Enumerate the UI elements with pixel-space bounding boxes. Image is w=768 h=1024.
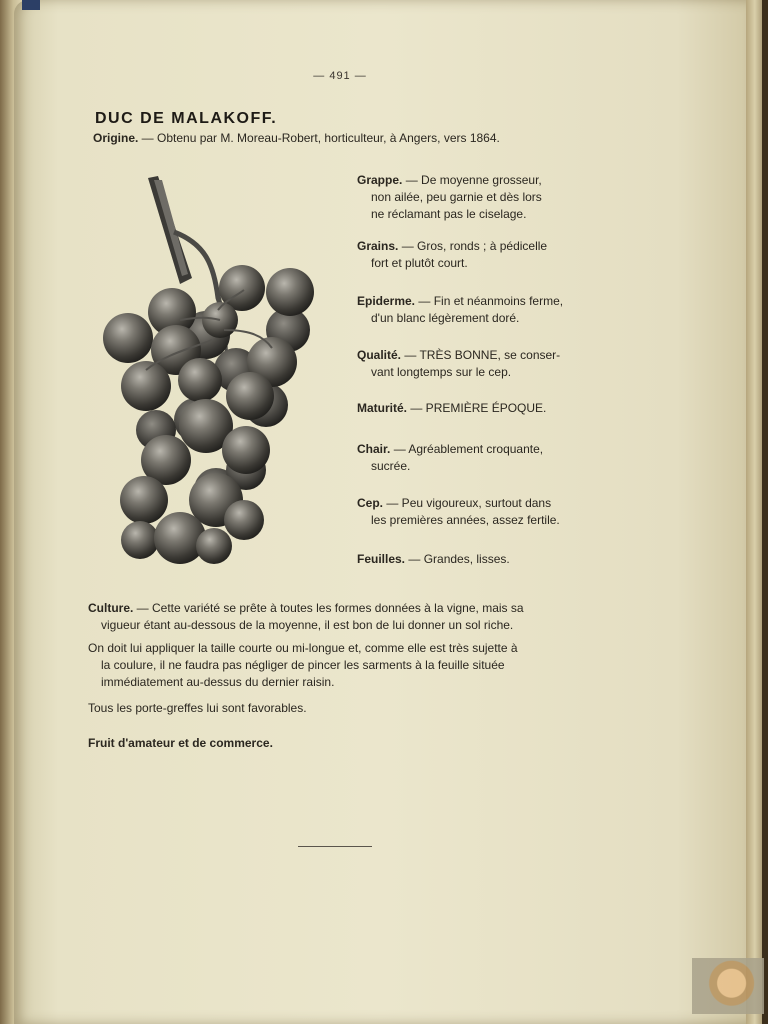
property-grappe xyxy=(357,172,589,223)
property-epiderme xyxy=(357,293,589,327)
property-qualite xyxy=(357,347,589,381)
property-text: vant longtemps sur le cep. xyxy=(371,365,512,379)
origin-label: Origine. xyxy=(93,131,139,145)
property-label: Epiderme. xyxy=(357,294,416,308)
culture-text: vigueur étant au-dessous de la moyenne, il est bon de lui donner un sol riche. xyxy=(101,618,514,632)
paragraph-text: On doit lui appliquer la taille courte ou mi-longue et, comme elle est très sujette à xyxy=(88,641,518,655)
grape-bunch-illustration xyxy=(96,170,326,580)
closing-line: Fruit d'amateur et de commerce. xyxy=(88,736,273,750)
paragraph-text: la coulure, il ne faudra pas négliger de pincer les sarments à la feuille située xyxy=(101,658,505,672)
property-text: — Grandes, lisses. xyxy=(405,552,510,566)
culture-paragraph xyxy=(88,600,588,634)
property-text: — Gros, ronds ; à pédicelle xyxy=(398,239,548,253)
property-feuilles xyxy=(357,551,589,568)
paragraph-text: immédiatement au-dessus du dernier raisin. xyxy=(101,675,335,689)
property-cep xyxy=(357,495,589,529)
property-text: ne réclamant pas le ciselage. xyxy=(371,207,527,221)
pruning-paragraph xyxy=(88,640,588,691)
property-grains xyxy=(357,238,589,272)
origin-text: — Obtenu par M. Moreau-Robert, horticulteur, à Angers, vers 1864. xyxy=(138,131,500,145)
footer-rule xyxy=(298,846,372,847)
culture-label: Culture. xyxy=(88,601,134,615)
property-label: Qualité. xyxy=(357,348,402,362)
property-text: sucrée. xyxy=(371,459,411,473)
property-label: Chair. xyxy=(357,442,391,456)
property-text: — Peu vigoureux, surtout dans xyxy=(383,496,552,510)
property-text: — De moyenne grosseur, xyxy=(402,173,542,187)
property-text: — Fin et néanmoins ferme, xyxy=(415,294,564,308)
property-label: Cep. xyxy=(357,496,384,510)
property-label: Feuilles. xyxy=(357,552,406,566)
property-text: non ailée, peu garnie et dès lors xyxy=(371,190,542,204)
property-text: les premières années, assez fertile. xyxy=(371,513,560,527)
page-title: DUC DE MALAKOFF. xyxy=(95,110,278,127)
culture-text: — Cette variété se prête à toutes les formes données à la vigne, mais sa xyxy=(133,601,524,615)
property-text: — TRÈS BONNE, se conser- xyxy=(401,348,561,362)
property-label: Grains. xyxy=(357,239,399,253)
property-chair xyxy=(357,441,589,475)
rootstock-paragraph: Tous les porte-greffes lui sont favorables. xyxy=(88,701,307,715)
property-label: Grappe. xyxy=(357,173,403,187)
property-maturite xyxy=(357,400,589,417)
property-text: d'un blanc légèrement doré. xyxy=(371,311,520,325)
property-text: fort et plutôt court. xyxy=(371,256,468,270)
property-label: Maturité. xyxy=(357,401,408,415)
property-text: — PREMIÈRE ÉPOQUE. xyxy=(407,401,547,415)
page-number: — 491 — xyxy=(313,70,367,82)
origin-line xyxy=(93,131,500,145)
property-text: — Agréablement croquante, xyxy=(390,442,544,456)
